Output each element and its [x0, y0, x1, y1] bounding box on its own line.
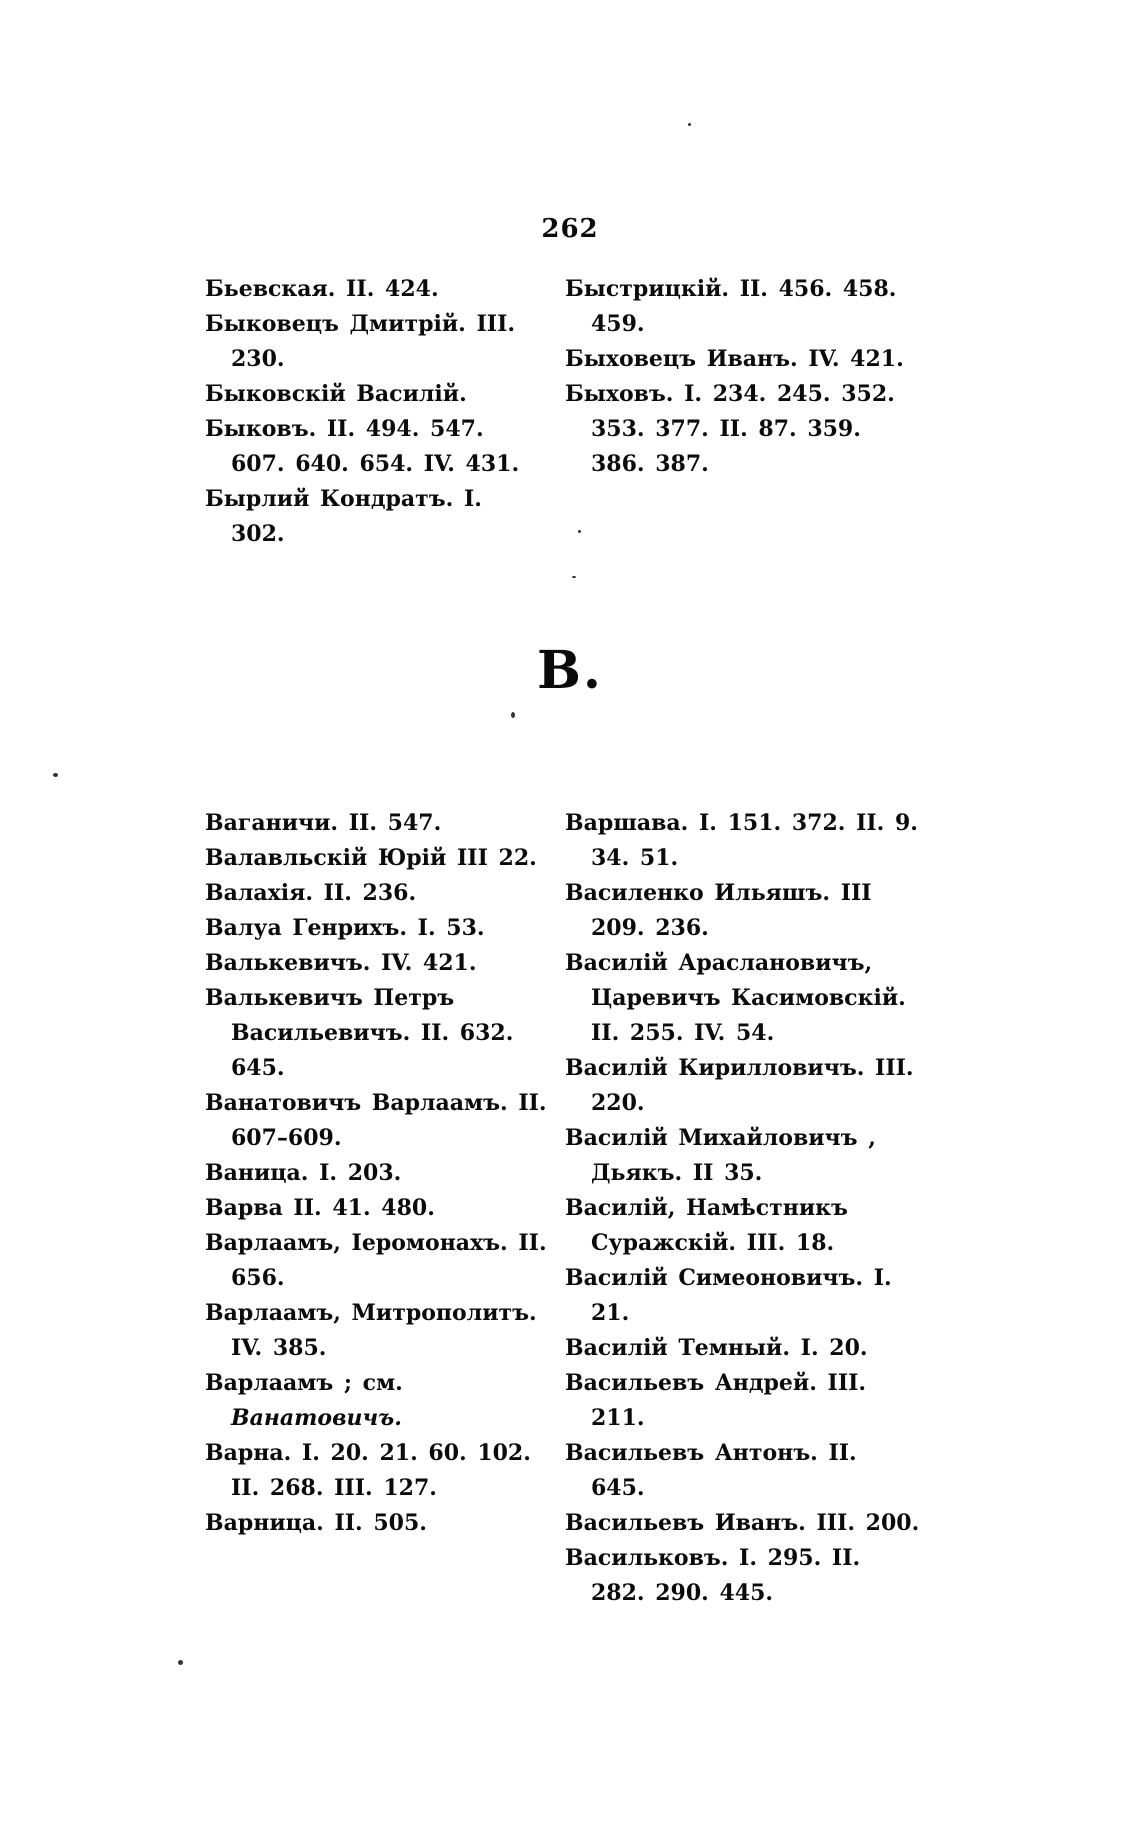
- index-entry: Ваница. I. 203.: [205, 1160, 402, 1186]
- index-entry: Варлаамъ, Іеромонахъ. II. 656.: [205, 1230, 547, 1291]
- speck-mark: [511, 712, 515, 718]
- index-entry: Ванатовичъ Варлаамъ. II. 607–609.: [205, 1090, 547, 1151]
- index-entry: Васильевъ Антонъ. II. 645.: [565, 1440, 857, 1501]
- index-entry: Валькевичъ. IV. 421.: [205, 950, 477, 976]
- index-entry: Быховецъ Иванъ. IV. 421.: [565, 346, 904, 372]
- index-entry: Варва II. 41. 480.: [205, 1195, 435, 1221]
- index-entry: Бьевская. II. 424.: [205, 276, 439, 302]
- index-entry: Ваганичи. II. 547.: [205, 810, 442, 836]
- index-entry: Валахія. II. 236.: [205, 880, 417, 906]
- top-left-column: [205, 272, 545, 552]
- index-entry: Варна. I. 20. 21. 60. 102. II. 268. III. 127.: [205, 1440, 531, 1501]
- index-entry: Валькевичъ Петръ Васильевичъ. II. 632. 645.: [205, 985, 514, 1081]
- speck-mark: [178, 1660, 183, 1665]
- index-entry: Василій Араслановичъ, Царевичъ Касимовскій. II. 255. IV. 54.: [565, 950, 906, 1046]
- index-entry-with-reference: [205, 1366, 550, 1436]
- index-entry: Василій Симеоновичъ. I. 21.: [565, 1265, 892, 1326]
- index-entry: Василій Михайловичъ , Дьякъ. II 35.: [565, 1125, 876, 1186]
- index-entry: Варшава. I. 151. 372. II. 9. 34. 51.: [565, 810, 918, 871]
- speck-mark: [572, 576, 576, 578]
- index-entry: Василій Кирилловичъ. III. 220.: [565, 1055, 914, 1116]
- top-right-column: [565, 272, 915, 482]
- index-entry: Валавльскій Юрій III 22.: [205, 845, 537, 871]
- speck-mark: [688, 123, 691, 126]
- cross-reference: Ванатовичъ.: [231, 1405, 402, 1431]
- speck-mark: [578, 530, 581, 533]
- index-entry: Бырлий Кондратъ. I. 302.: [205, 486, 482, 547]
- speck-mark: [53, 773, 58, 777]
- page-number: 262: [541, 214, 599, 244]
- index-entry: Быховъ. I. 234. 245. 352. 353. 377. II. 87. 359. 386. 387.: [565, 381, 895, 477]
- index-entry: Васильковъ. I. 295. II. 282. 290. 445.: [565, 1545, 861, 1606]
- index-entry: Варница. II. 505.: [205, 1510, 427, 1536]
- index-entry: Васильевъ Андрей. III. 211.: [565, 1370, 867, 1431]
- index-entry: Быковскій Василій.: [205, 381, 467, 407]
- index-entry: Быстрицкій. II. 456. 458. 459.: [565, 276, 897, 337]
- section-letter: В.: [536, 640, 604, 701]
- index-entry: Валуа Генрихъ. I. 53.: [205, 915, 485, 941]
- index-entry: Васильевъ Иванъ. III. 200.: [565, 1510, 920, 1536]
- index-entry: Василій, Намѣстникъ Суражскій. III. 18.: [565, 1195, 848, 1256]
- index-entry: Варлаамъ, Митрополитъ. IV. 385.: [205, 1300, 537, 1361]
- index-entry: Быковъ. II. 494. 547. 607. 640. 654. IV. 431.: [205, 416, 520, 477]
- bottom-left-column: [205, 806, 550, 1541]
- bottom-right-column: [565, 806, 920, 1611]
- index-entry: Василій Темный. I. 20.: [565, 1335, 868, 1361]
- index-entry: Быковецъ Дмитрій. III. 230.: [205, 311, 516, 372]
- index-entry: Василенко Ильяшъ. III 209. 236.: [565, 880, 872, 941]
- entry-text: Варлаамъ ; см.: [205, 1370, 403, 1396]
